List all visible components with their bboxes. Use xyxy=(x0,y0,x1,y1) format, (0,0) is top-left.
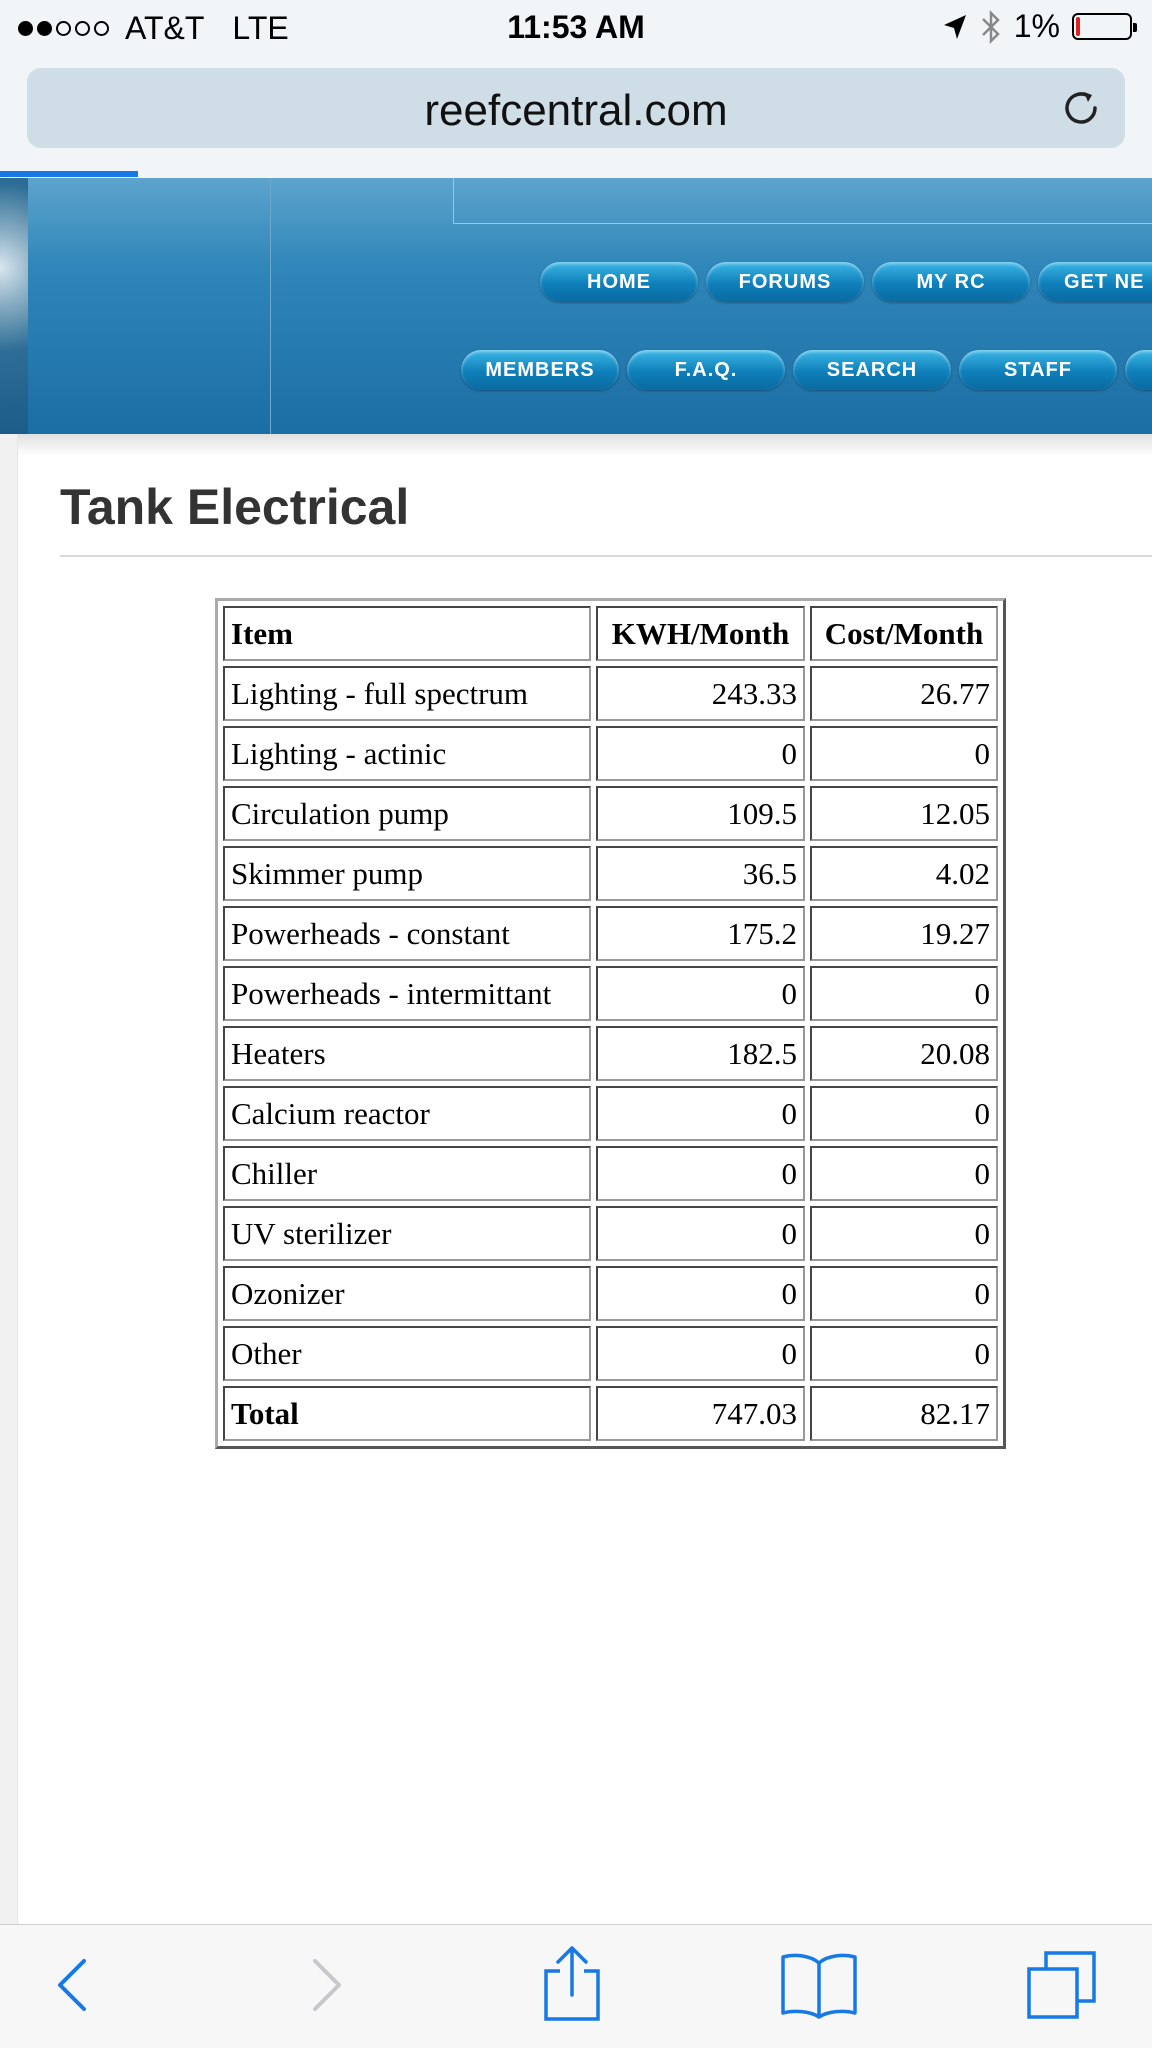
cell-kwh: 0 xyxy=(596,1146,805,1201)
cell-kwh: 36.5 xyxy=(596,846,805,901)
cell-kwh: 0 xyxy=(596,1266,805,1321)
url-text[interactable]: reefcentral.com xyxy=(424,86,728,135)
carrier-name: AT&T xyxy=(125,10,205,46)
cell-cost: 0 xyxy=(810,966,998,1021)
cell-kwh: 0 xyxy=(596,966,805,1021)
cell-item: UV sterilizer xyxy=(223,1206,591,1261)
table-row xyxy=(223,1206,998,1261)
address-bar[interactable] xyxy=(27,68,1125,148)
cell-cost: 0 xyxy=(810,726,998,781)
cell-item: Powerheads - constant xyxy=(223,906,591,961)
reload-icon[interactable] xyxy=(1059,86,1103,130)
network-type: LTE xyxy=(232,10,289,46)
bookmarks-icon[interactable] xyxy=(780,1951,858,2019)
header-photo xyxy=(0,178,28,434)
tabs-icon[interactable] xyxy=(1026,1949,1098,2021)
table-header-row xyxy=(223,606,998,661)
page-title: Tank Electrical xyxy=(60,479,410,535)
cell-cost: 4.02 xyxy=(810,846,998,901)
header-shadow xyxy=(0,434,1152,456)
cell-kwh: 0 xyxy=(596,726,805,781)
table-row xyxy=(223,786,998,841)
table-body xyxy=(223,666,998,1441)
electrical-table xyxy=(215,598,1006,1449)
cell-cost: 0 xyxy=(810,1086,998,1141)
status-right xyxy=(942,8,1132,45)
table-row xyxy=(223,1266,998,1321)
cell-item: Skimmer pump xyxy=(223,846,591,901)
cell-item: Powerheads - intermittant xyxy=(223,966,591,1021)
browser-toolbar xyxy=(0,1924,1152,2048)
cell-kwh: 175.2 xyxy=(596,906,805,961)
table-row xyxy=(223,1146,998,1201)
share-icon[interactable] xyxy=(540,1945,604,2023)
header-search-box xyxy=(453,178,1152,224)
cell-item: Total xyxy=(223,1386,591,1441)
cell-kwh: 747.03 xyxy=(596,1386,805,1441)
battery-percent: 1% xyxy=(1013,8,1060,44)
cell-item: Calcium reactor xyxy=(223,1086,591,1141)
page-load-progress xyxy=(0,171,138,177)
cell-kwh: 109.5 xyxy=(596,786,805,841)
nav-members-button[interactable]: MEMBERS xyxy=(461,350,619,390)
cell-item: Lighting - full spectrum xyxy=(223,666,591,721)
cell-item: Lighting - actinic xyxy=(223,726,591,781)
site-header-banner xyxy=(0,178,1152,434)
cell-cost: 0 xyxy=(810,1206,998,1261)
header-cost: Cost/Month xyxy=(810,606,998,661)
back-icon[interactable] xyxy=(50,1955,94,2015)
cell-item: Other xyxy=(223,1326,591,1381)
table-row xyxy=(223,666,998,721)
location-arrow-icon xyxy=(942,13,968,41)
cell-kwh: 0 xyxy=(596,1326,805,1381)
table-row xyxy=(223,906,998,961)
status-bar xyxy=(0,0,1152,58)
cell-item: Ozonizer xyxy=(223,1266,591,1321)
table-row xyxy=(223,966,998,1021)
nav-forums-button[interactable]: FORUMS xyxy=(706,262,864,302)
cell-cost: 0 xyxy=(810,1266,998,1321)
cell-cost: 26.77 xyxy=(810,666,998,721)
table-row xyxy=(223,1086,998,1141)
title-divider xyxy=(60,555,1152,557)
cell-item: Circulation pump xyxy=(223,786,591,841)
nav-more-button[interactable] xyxy=(1125,350,1152,390)
address-bar-area xyxy=(0,58,1152,178)
header-kwh: KWH/Month xyxy=(596,606,805,661)
forward-icon[interactable] xyxy=(305,1955,349,2015)
cell-kwh: 0 xyxy=(596,1086,805,1141)
left-gutter xyxy=(0,434,18,1924)
header-divider xyxy=(270,178,271,434)
cell-cost: 0 xyxy=(810,1326,998,1381)
bluetooth-icon xyxy=(980,10,1002,44)
nav-staff-button[interactable]: STAFF xyxy=(959,350,1117,390)
nav-myrc-button[interactable]: MY RC xyxy=(872,262,1030,302)
cell-cost: 19.27 xyxy=(810,906,998,961)
table-row xyxy=(223,846,998,901)
table-row xyxy=(223,1026,998,1081)
nav-get-new-button[interactable]: GET NE xyxy=(1038,262,1152,302)
cell-cost: 0 xyxy=(810,1146,998,1201)
table-row xyxy=(223,726,998,781)
cell-kwh: 243.33 xyxy=(596,666,805,721)
cell-item: Chiller xyxy=(223,1146,591,1201)
cell-kwh: 182.5 xyxy=(596,1026,805,1081)
nav-faq-button[interactable]: F.A.Q. xyxy=(627,350,785,390)
table-row xyxy=(223,1326,998,1381)
cell-cost: 82.17 xyxy=(810,1386,998,1441)
nav-home-button[interactable]: HOME xyxy=(540,262,698,302)
cell-cost: 12.05 xyxy=(810,786,998,841)
header-item: Item xyxy=(223,606,591,661)
status-time: 11:53 AM xyxy=(507,9,645,45)
battery-icon xyxy=(1072,13,1132,40)
cell-cost: 20.08 xyxy=(810,1026,998,1081)
nav-search-button[interactable]: SEARCH xyxy=(793,350,951,390)
cell-item: Heaters xyxy=(223,1026,591,1081)
cell-kwh: 0 xyxy=(596,1206,805,1261)
table-total-row xyxy=(223,1386,998,1441)
